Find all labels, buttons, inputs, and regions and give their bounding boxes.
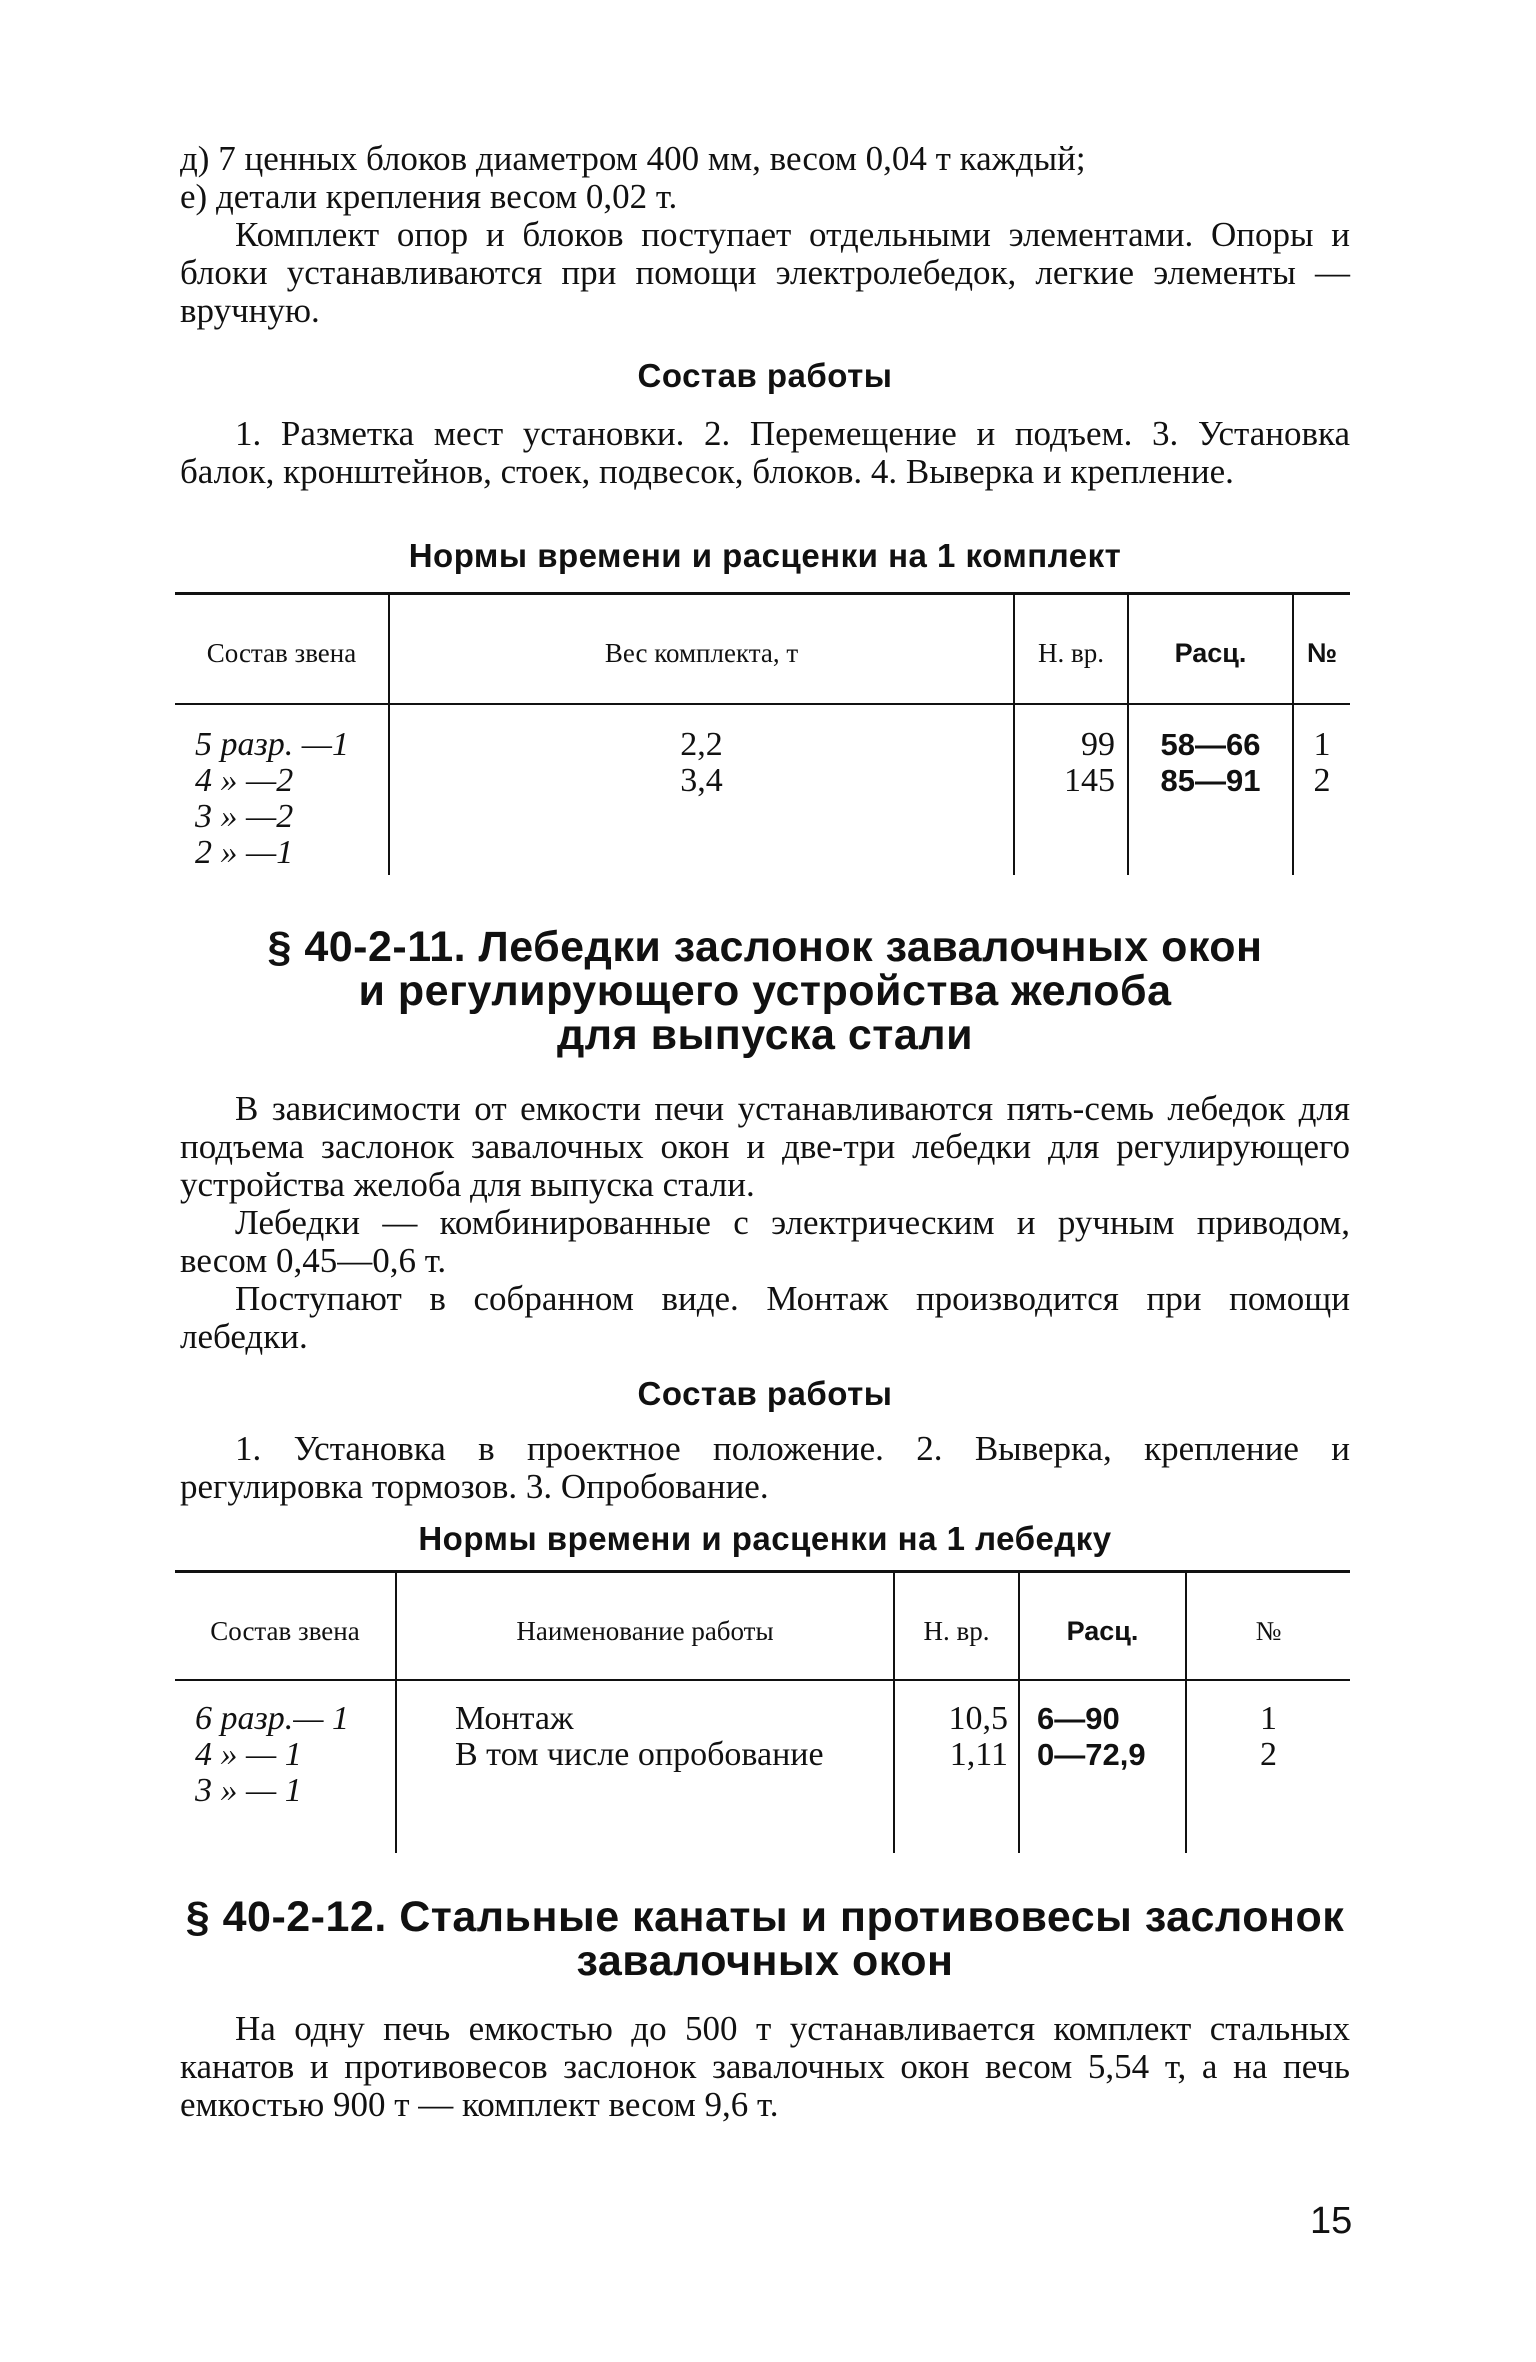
section-3-body	[180, 2010, 1350, 2124]
section-2-paragraph: В зависимости от емкости печи устанавливаются пять-семь лебедок для подъема заслонок завалочных окон и две-три лебедки для регулирующего устройства желоба для выпуска стали.	[180, 1089, 1350, 1204]
work-text-1-block	[180, 415, 1350, 491]
section-title-line: § 40-2-11. Лебедки заслонок завалочных окон	[267, 923, 1263, 971]
t2-crew-list	[195, 1701, 387, 1809]
t2-rate-col	[1037, 1701, 1185, 1773]
t1-header-norm: Н. вр.	[1038, 638, 1104, 668]
t2-crew-line: 4 » — 1	[195, 1736, 302, 1773]
work-text-1: 1. Разметка мест установки. 2. Перемещение и подъем. 3. Установка балок, кронштейнов, стоек, подвесок, блоков. 4. Выверка и крепление.	[180, 414, 1350, 491]
norms-table-2	[175, 1570, 1350, 1853]
section-3-paragraph: На одну печь емкостью до 500 т устанавливается комплект стальных канатов и противовесов заслонок завалочных окон весом 5,54 т, а на печь емкостью 900 т — комплект весом 9,6 т.	[180, 2009, 1350, 2124]
section-title-line: и регулирующего устройства желоба	[358, 967, 1172, 1015]
t1-header-rate: Расц.	[1174, 638, 1247, 668]
t1-norm: 99	[1081, 726, 1115, 763]
t2-work-col	[455, 1701, 893, 1773]
work-heading-1: Состав работы	[637, 357, 893, 394]
t1-rate: 58—66	[1160, 727, 1261, 762]
t1-header-crew: Состав звена	[206, 638, 357, 668]
section-2-paragraph: Лебедки — комбинированные с электрическим и ручным приводом, весом 0,45—0,6 т.	[180, 1203, 1350, 1280]
t1-norm: 145	[1064, 762, 1115, 799]
t2-header-crew: Состав звена	[210, 1616, 360, 1646]
t1-weight: 3,4	[680, 762, 723, 799]
t1-header-weight: Вес комплекта, т	[604, 638, 799, 668]
t1-no: 2	[1313, 762, 1331, 799]
t2-header-work: Наименование работы	[516, 1616, 774, 1646]
t1-weight: 2,2	[680, 726, 723, 763]
t2-no-col	[1187, 1701, 1350, 1773]
norms-table-1	[175, 592, 1350, 875]
t2-crew-line: 6 разр.— 1	[195, 1700, 349, 1737]
t1-crew-list	[195, 727, 380, 871]
t2-work: В том числе опробование	[455, 1736, 824, 1773]
t1-no: 1	[1313, 726, 1331, 763]
t2-rate: 6—90	[1037, 1701, 1120, 1736]
section-title-40-2-11	[180, 925, 1350, 1057]
section-title-line: для выпуска стали	[556, 1011, 974, 1059]
table-title-1: Нормы времени и расценки на 1 комплект	[408, 537, 1122, 574]
t1-crew-line: 3 » —2	[195, 798, 294, 835]
t2-norm: 10,5	[948, 1700, 1008, 1737]
t2-no: 2	[1260, 1736, 1277, 1773]
intro-block	[180, 140, 1350, 330]
section-title-line: завалочных окон	[576, 1937, 954, 1985]
t2-header-norm: Н. вр.	[923, 1616, 990, 1646]
intro-line-d: д) 7 ценных блоков диаметром 400 мм, весом 0,04 т каждый;	[180, 139, 1086, 178]
section-title-line: § 40-2-12. Стальные канаты и противовесы заслонок	[185, 1893, 1345, 1941]
t1-no-col	[1294, 727, 1350, 799]
section-title-40-2-12	[180, 1895, 1350, 1983]
t1-crew-line: 2 » —1	[195, 834, 294, 871]
work-heading-2: Состав работы	[637, 1375, 893, 1412]
t2-crew-line: 3 » — 1	[195, 1772, 302, 1809]
t1-rate: 85—91	[1160, 763, 1261, 798]
t2-norm-col	[895, 1701, 1008, 1773]
intro-line-e: е) детали крепления весом 0,02 т.	[180, 177, 678, 216]
table-2-header	[175, 1573, 1350, 1681]
t2-header-no: №	[1255, 1616, 1282, 1646]
table-1-header	[175, 595, 1350, 705]
t2-work: Монтаж	[455, 1700, 574, 1737]
t1-weight-col	[390, 727, 1013, 799]
table-title-2: Нормы времени и расценки на 1 лебедку	[418, 1520, 1112, 1557]
t2-no: 1	[1260, 1700, 1277, 1737]
t2-header-rate: Расц.	[1066, 1616, 1139, 1646]
intro-paragraph: Комплект опор и блоков поступает отдельными элементами. Опоры и блоки устанавливаются при помощи электролебедок, легкие элементы — вручную.	[180, 215, 1350, 330]
t1-header-no: №	[1306, 638, 1338, 668]
page-number: 15	[1310, 2200, 1353, 2242]
t1-crew-line: 5 разр. —1	[195, 726, 349, 763]
section-2-body	[180, 1090, 1350, 1356]
t2-rate: 0—72,9	[1037, 1737, 1146, 1772]
work-text-2: 1. Установка в проектное положение. 2. Выверка, крепление и регулировка тормозов. 3. Опробование.	[180, 1429, 1350, 1506]
t2-norm: 1,11	[949, 1736, 1008, 1773]
t1-rate-col	[1129, 727, 1292, 799]
section-2-paragraph: Поступают в собранном виде. Монтаж производится при помощи лебедки.	[180, 1279, 1350, 1356]
t1-norm-col	[1015, 727, 1115, 799]
t1-crew-line: 4 » —2	[195, 762, 294, 799]
work-text-2-block	[180, 1430, 1350, 1506]
